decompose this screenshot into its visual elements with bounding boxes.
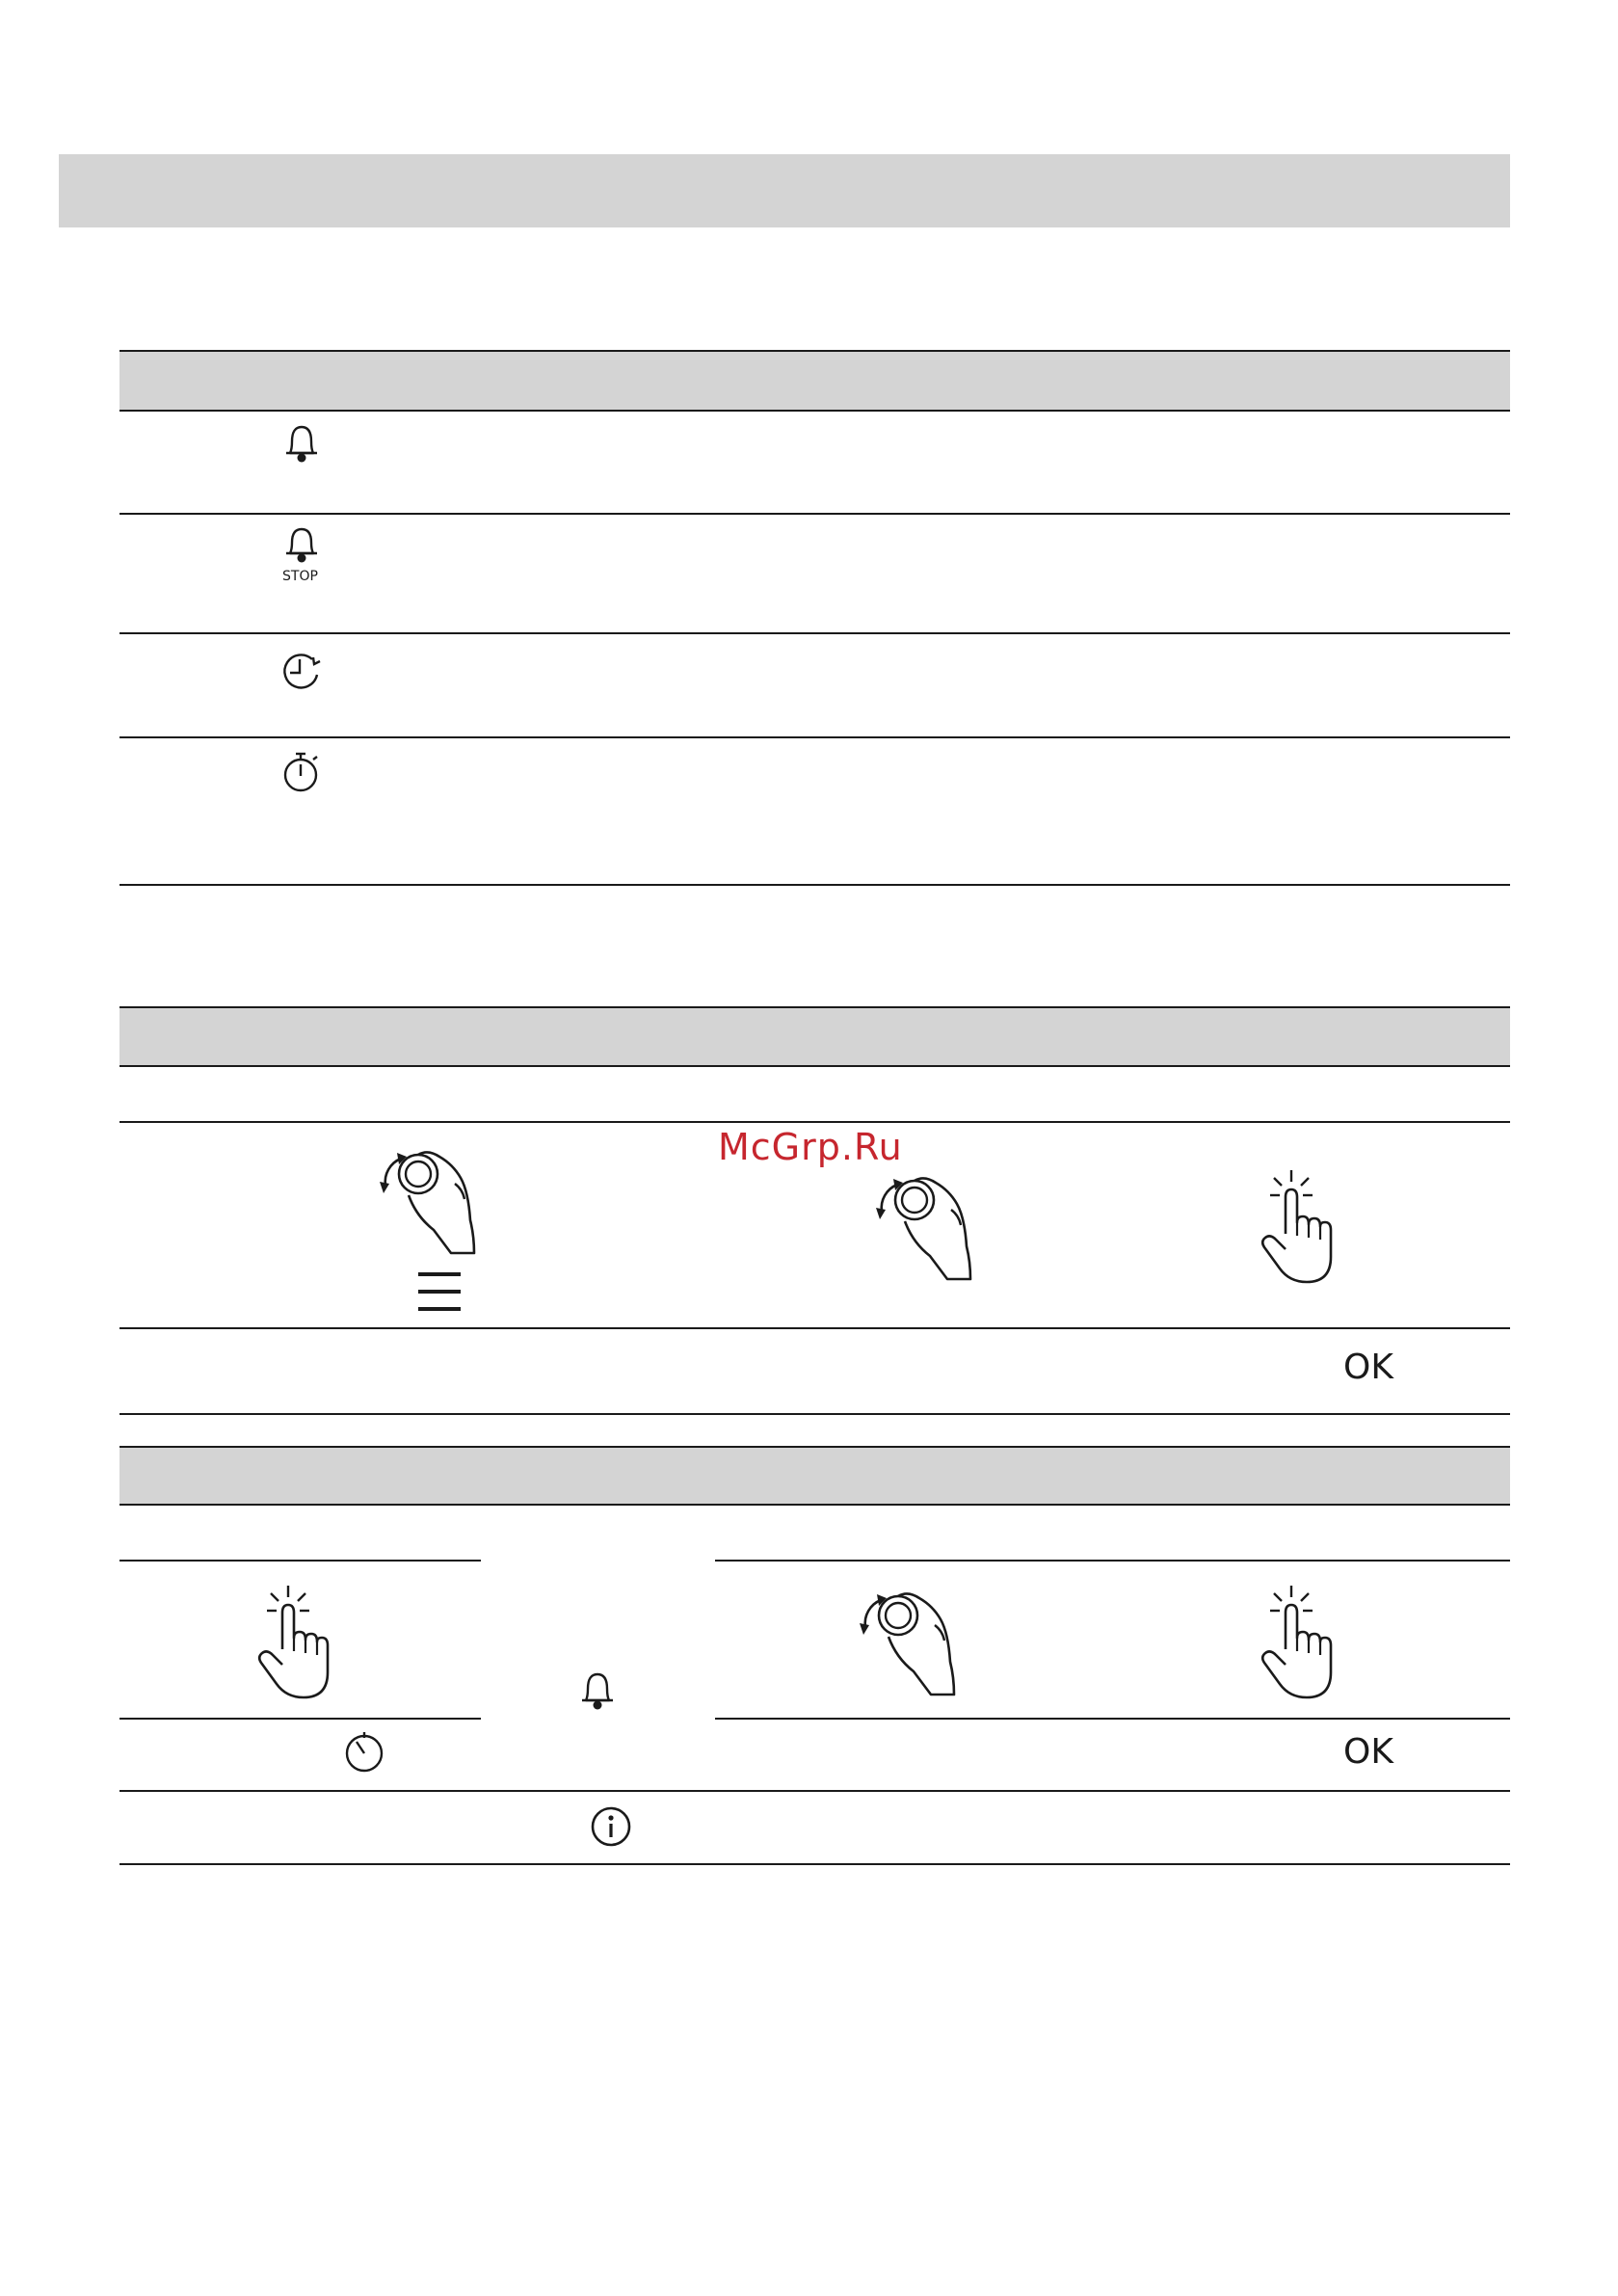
table2-row1-rule (119, 1121, 1510, 1123)
watermark-text: McGrp.Ru (718, 1126, 903, 1168)
section-header-band (59, 154, 1510, 227)
table3-row3-rule (119, 1790, 1510, 1792)
table1-bottom-rule (119, 884, 1510, 886)
table3-header-rule (119, 1504, 1510, 1506)
press-hand-icon (1257, 1168, 1338, 1286)
time-delay-icon (279, 648, 324, 692)
table3-bottom-rule (119, 1863, 1510, 1865)
table3-top-rule (119, 1446, 1510, 1448)
table3-row2-rule-left (119, 1718, 481, 1720)
rotate-knob-hand-icon (854, 1577, 954, 1696)
menu-lines-icon (416, 1270, 463, 1313)
timer-icon (343, 1730, 387, 1775)
info-icon (590, 1805, 632, 1848)
rotate-knob-hand-icon (374, 1135, 474, 1255)
rotate-knob-hand-icon (870, 1161, 970, 1281)
ok-label: OK (1343, 1732, 1393, 1772)
table3-row2-rule-right (715, 1718, 1510, 1720)
table2-header (119, 1007, 1510, 1066)
table1-top-rule (119, 350, 1510, 352)
bell-icon (283, 422, 320, 465)
stopwatch-icon (281, 749, 324, 795)
table1-header-rule (119, 410, 1510, 412)
table2-row2-rule (119, 1327, 1510, 1329)
press-hand-icon (1257, 1584, 1338, 1701)
table2-bottom-rule (119, 1413, 1510, 1415)
table1-header (119, 351, 1510, 411)
table1-row2-rule (119, 632, 1510, 634)
table2-header-rule (119, 1065, 1510, 1067)
press-hand-icon (253, 1584, 334, 1701)
table3-row1-rule-right (715, 1560, 1510, 1562)
stop-label: STOP (282, 569, 318, 584)
table2-top-rule (119, 1006, 1510, 1008)
table1-row1-rule (119, 513, 1510, 515)
ok-label: OK (1343, 1348, 1393, 1387)
bell-icon (579, 1669, 616, 1714)
table3-header (119, 1447, 1510, 1505)
bell-stop-icon (283, 524, 320, 565)
table3-row1-rule-left (119, 1560, 481, 1562)
table1-row3-rule (119, 736, 1510, 738)
